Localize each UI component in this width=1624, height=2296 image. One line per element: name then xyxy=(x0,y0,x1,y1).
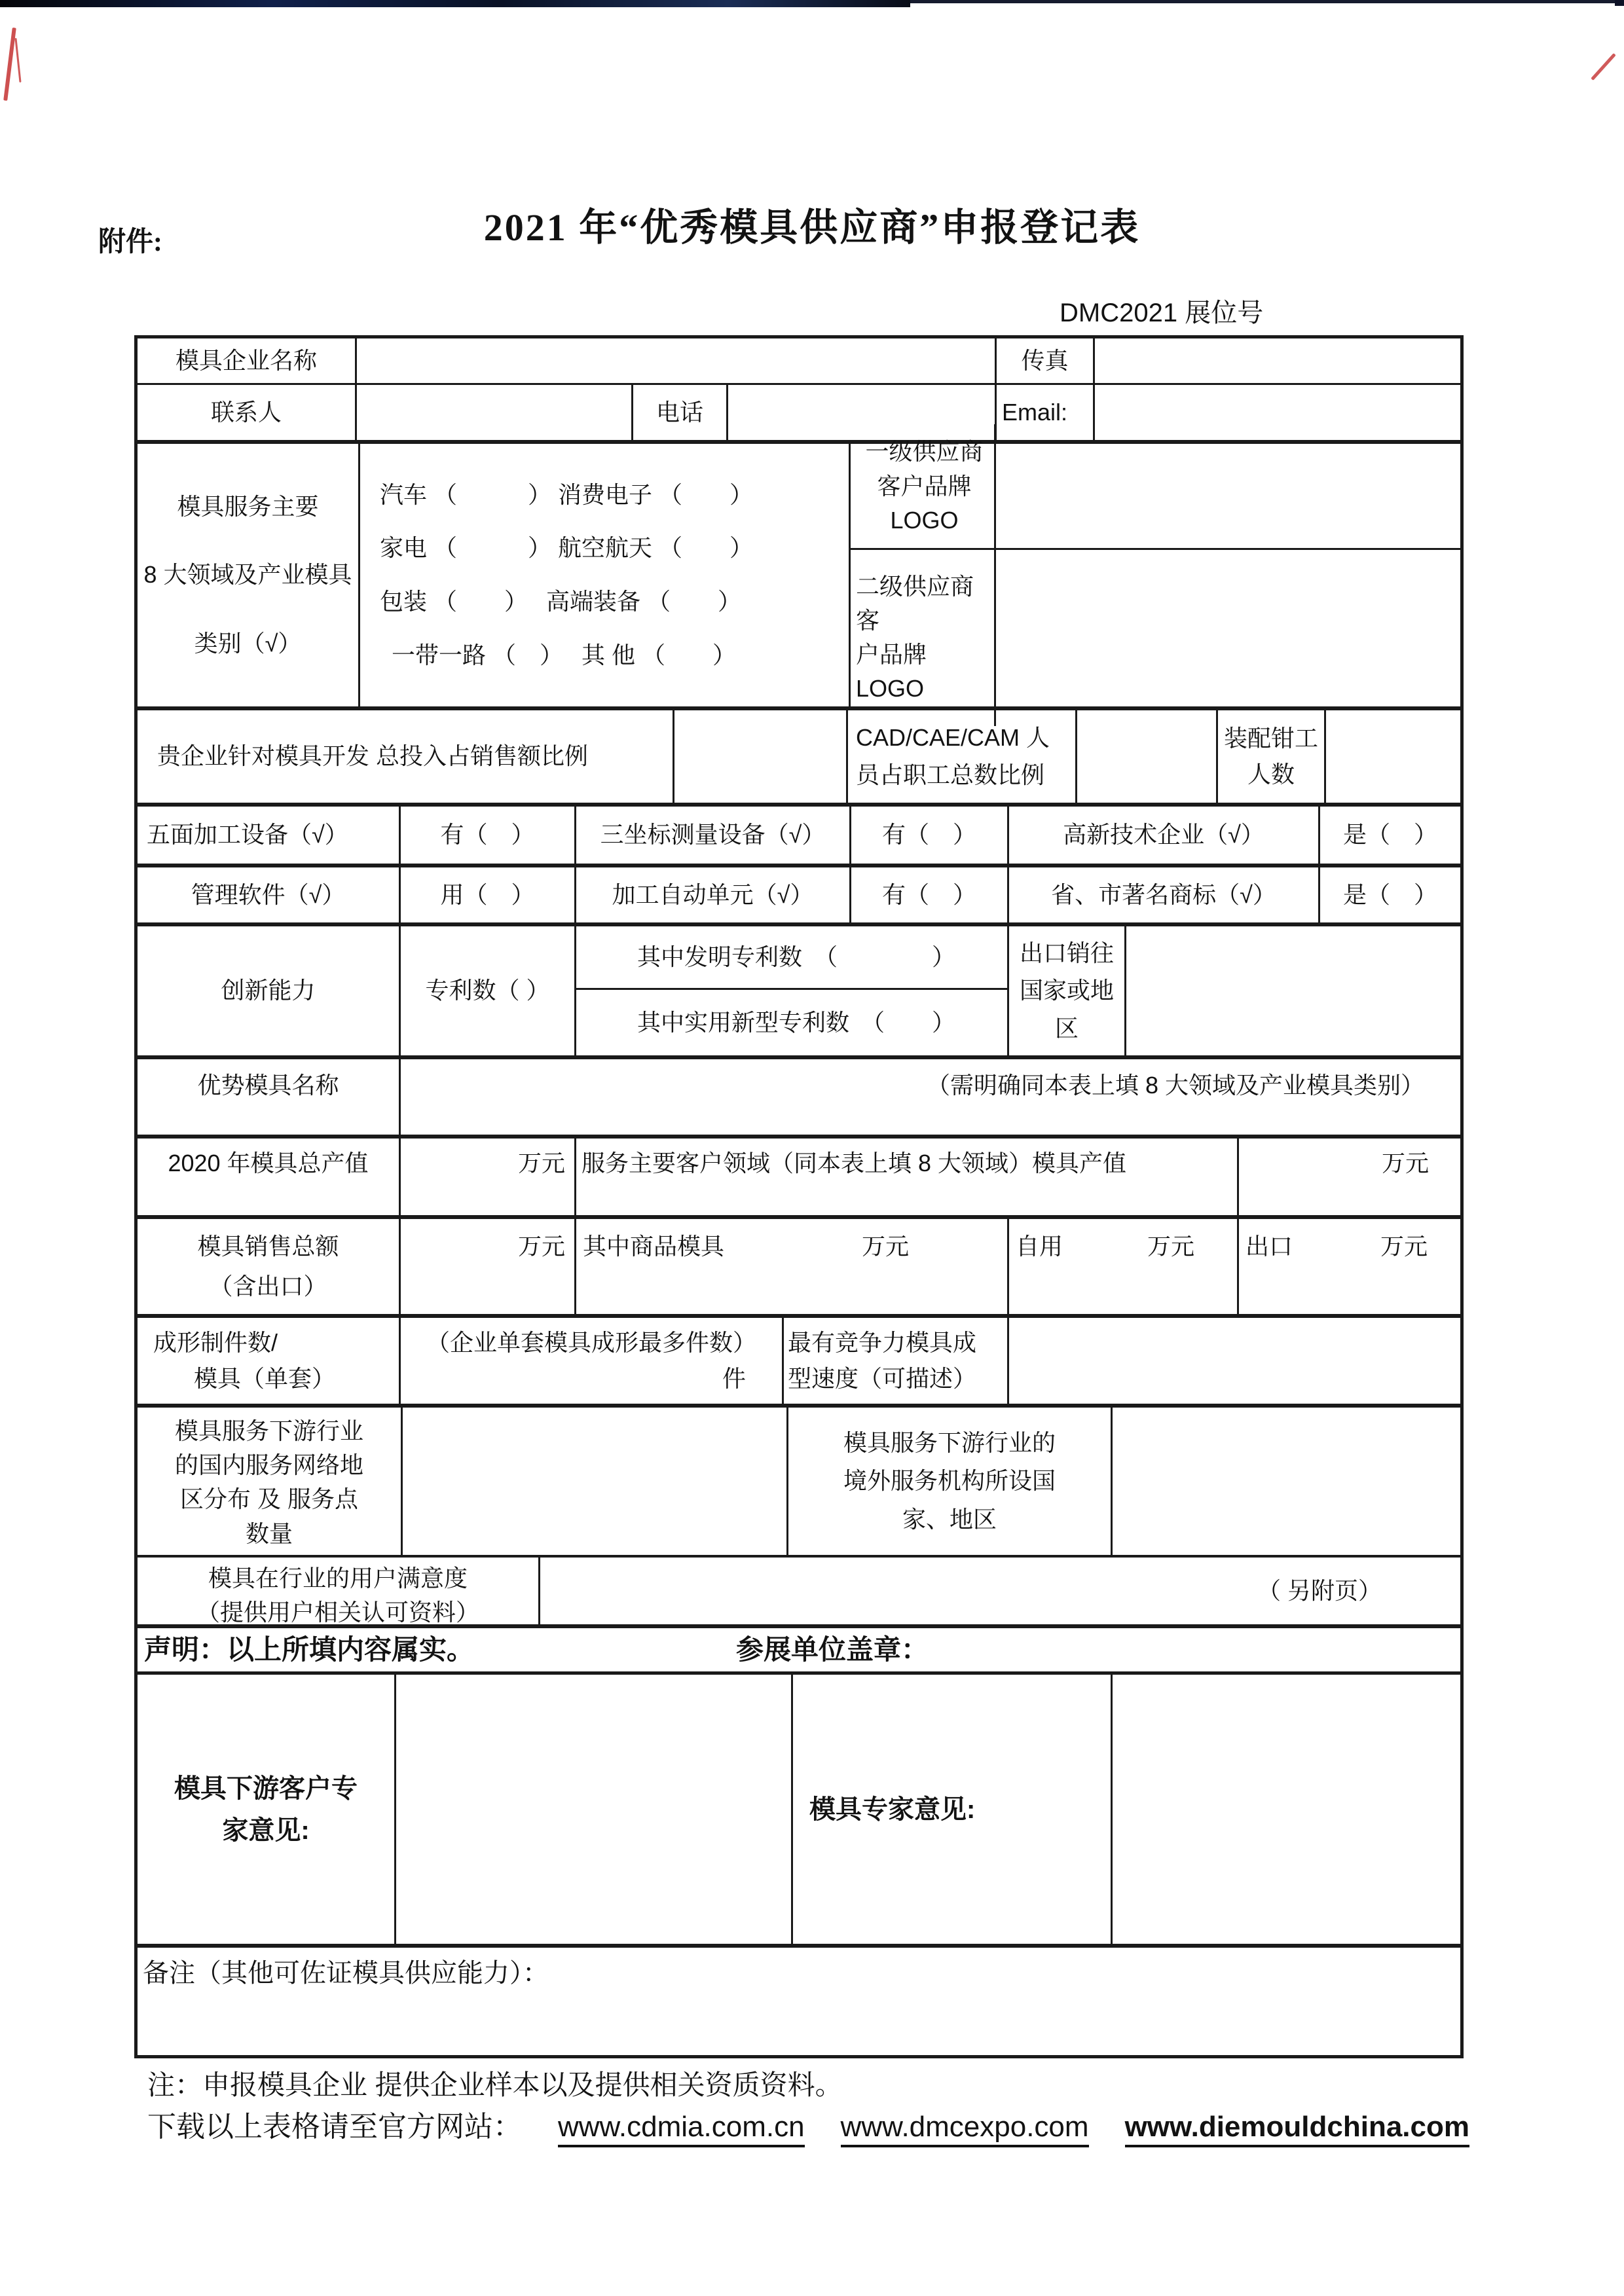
tier1-supplier-logo-label: 一级供应商 客户品牌 LOGO xyxy=(851,424,996,548)
advantage-mould-label: 优势模具名称 xyxy=(138,1059,401,1135)
advantage-mould-note: （需明确同本表上填 8 大领域及产业模具类别） xyxy=(926,1072,1424,1099)
field-mould-sales-unit[interactable]: 万元 xyxy=(401,1219,576,1314)
declaration-cell xyxy=(138,1628,1460,1671)
contact-person-label: 联系人 xyxy=(138,385,357,440)
email-label: Email: xyxy=(997,385,1095,440)
export-label: 出口 xyxy=(1246,1233,1293,1260)
field-company-name[interactable] xyxy=(357,338,997,383)
automation-unit-label: 加工自动单元（√） xyxy=(576,867,851,922)
export-unit: 万元 xyxy=(1380,1233,1428,1260)
field-competitive-speed[interactable] xyxy=(1009,1318,1460,1404)
self-use-unit: 万元 xyxy=(1147,1233,1194,1260)
row-service-fields xyxy=(138,438,1460,710)
link-cdmia[interactable]: www.cdmia.com.cn xyxy=(558,2111,805,2147)
footer-note: 注：申报模具企业 提供企业样本以及提供相关资质资料。 xyxy=(147,2069,843,2100)
management-software-label: 管理软件（√） xyxy=(138,867,401,922)
row-declaration xyxy=(138,1628,1460,1675)
field-export-destination[interactable] xyxy=(1126,926,1460,1055)
link-diemouldchina[interactable]: www.diemouldchina.com xyxy=(1125,2111,1469,2147)
row-advantage-mould xyxy=(138,1059,1460,1139)
field-export[interactable] xyxy=(1239,1219,1460,1314)
row-company-name xyxy=(138,338,1460,385)
row-innovation xyxy=(138,926,1460,1059)
red-pen-mark xyxy=(1591,53,1616,81)
fax-label: 传真 xyxy=(997,338,1095,383)
red-pen-mark xyxy=(14,38,21,82)
service-field-options xyxy=(360,444,851,706)
field-downstream-expert-opinion[interactable] xyxy=(396,1675,793,1944)
field-advantage-mould[interactable] xyxy=(401,1059,1460,1135)
field-self-use[interactable] xyxy=(1009,1219,1239,1314)
total-output-2020-label: 2020 年模具总产值 xyxy=(138,1139,401,1215)
phone-label: 电话 xyxy=(633,385,728,440)
hightech-enterprise-label: 高新技术企业（√） xyxy=(1009,807,1320,864)
field-tier1-logo[interactable] xyxy=(996,424,1460,548)
page-title: 2021 年“优秀模具供应商”申报登记表 xyxy=(483,206,1141,249)
field-max-parts-per-mould[interactable] xyxy=(401,1318,784,1404)
row-remarks xyxy=(138,1948,1460,2055)
supplier-logo-block xyxy=(851,438,1460,706)
formed-parts-label: 成形制件数/ 模具（单套） xyxy=(138,1318,401,1404)
field-total-output-unit[interactable]: 万元 xyxy=(401,1139,576,1215)
booth-number-label: DMC2021 展位号 xyxy=(1060,299,1264,327)
application-form-table xyxy=(134,335,1464,2058)
declaration-text: 声明：以上所填内容属实。 xyxy=(144,1633,475,1665)
row-2020-output xyxy=(138,1139,1460,1219)
download-prefix: 下载以上表格请至官方网站： xyxy=(147,2111,522,2143)
row-management-software xyxy=(138,867,1460,926)
five-face-equipment-answer: 有（ ） xyxy=(401,807,576,864)
field-rd-investment-ratio[interactable] xyxy=(674,710,848,803)
domestic-network-label: 模具服务下游行业 的国内服务网络地 区分布 及 服务点 数量 xyxy=(138,1408,403,1555)
row-user-satisfaction xyxy=(138,1558,1460,1628)
remarks-label: 备注（其他可佐证模具供应能力）： xyxy=(143,1959,549,1988)
famous-trademark-label: 省、市著名商标（√） xyxy=(1009,867,1320,922)
service-fields-label: 模具服务主要 8 大领域及产业模具 类别（√） xyxy=(138,444,360,706)
field-customer-output-unit[interactable]: 万元 xyxy=(1381,1150,1429,1176)
download-line xyxy=(147,2103,1469,2147)
row-five-face-equipment xyxy=(138,807,1460,867)
option-line-auto-electronics: 汽车 （ ） 消费电子 （ ） xyxy=(380,481,754,508)
rd-investment-label: 贵企业针对模具开发 总投入占销售额比例 xyxy=(138,710,674,803)
field-user-satisfaction[interactable] xyxy=(540,1558,1460,1624)
downstream-expert-opinion-label: 模具下游客户专 家意见: xyxy=(138,1675,396,1944)
commodity-mould-label: 其中商品模具 xyxy=(583,1233,725,1260)
field-commodity-mould[interactable] xyxy=(576,1219,1009,1314)
field-contact-person[interactable] xyxy=(357,385,633,440)
famous-trademark-answer: 是（ ） xyxy=(1342,881,1437,908)
competitive-speed-label: 最有竞争力模具成 型速度（可描述） xyxy=(784,1318,1009,1404)
hightech-enterprise-answer: 是（ ） xyxy=(1342,821,1437,848)
utility-patent-label: 其中实用新型专利数 （ ） xyxy=(637,1008,955,1036)
field-domestic-network[interactable] xyxy=(403,1408,788,1555)
patent-count-label: 专利数（ ） xyxy=(401,926,576,1055)
invention-patent-label: 其中发明专利数 （ ） xyxy=(576,926,1007,990)
tier2-supplier-logo-label: 二级供应商客 户品牌 LOGO xyxy=(851,550,996,726)
field-remarks[interactable] xyxy=(138,1948,1460,2055)
parts-unit: 件 xyxy=(722,1365,746,1393)
cad-cae-cam-label: CAD/CAE/CAM 人 员占职工总数比例 xyxy=(848,710,1077,803)
row-service-network xyxy=(138,1408,1460,1558)
scan-edge-artifact xyxy=(0,0,910,7)
cmm-equipment-answer: 有（ ） xyxy=(851,807,1009,864)
field-overseas-network[interactable] xyxy=(1113,1408,1460,1555)
field-cad-ratio[interactable] xyxy=(1077,710,1218,803)
tier2-logo-row xyxy=(851,550,1460,726)
innovation-label: 创新能力 xyxy=(138,926,401,1055)
option-line-beltroad-other: 一带一路 （ ） 其 他 （ ） xyxy=(392,642,737,669)
field-tier2-logo[interactable] xyxy=(996,550,1460,726)
management-software-answer: 用（ ） xyxy=(401,867,576,922)
company-name-label: 模具企业名称 xyxy=(138,338,357,383)
export-destination-label: 出口销往 国家或地 区 xyxy=(1009,926,1126,1055)
overseas-network-label: 模具服务下游行业的 境外服务机构所设国 家、地区 xyxy=(788,1408,1113,1555)
self-use-label: 自用 xyxy=(1016,1233,1063,1260)
scan-edge-artifact-right xyxy=(910,0,1624,3)
tier1-logo-row xyxy=(851,424,1460,550)
link-dmcexpo[interactable]: www.dmcexpo.com xyxy=(841,2111,1089,2147)
option-line-packaging-equipment: 包装 （ ） 高端装备 （ ） xyxy=(380,588,742,615)
row-formed-parts xyxy=(138,1318,1460,1408)
field-fax[interactable] xyxy=(1095,338,1460,383)
option-line-appliance-aerospace: 家电 （ ） 航空航天 （ ） xyxy=(380,534,754,562)
mould-expert-opinion-label: 模具专家意见: xyxy=(793,1675,1113,1944)
commodity-mould-unit: 万元 xyxy=(861,1233,909,1260)
user-satisfaction-label: 模具在行业的用户满意度 （提供用户相关认可资料） xyxy=(138,1558,540,1624)
assembly-fitter-label: 装配钳工 人数 xyxy=(1218,710,1326,803)
patent-detail-block xyxy=(576,926,1009,1055)
cmm-equipment-label: 三坐标测量设备（√） xyxy=(576,807,851,864)
automation-unit-answer: 有（ ） xyxy=(851,867,1009,922)
field-fitter-count[interactable] xyxy=(1326,710,1460,803)
mould-sales-label: 模具销售总额 （含出口） xyxy=(138,1219,401,1314)
max-parts-note: （企业单套模具成形最多件数） xyxy=(426,1328,756,1356)
row-investment-ratio xyxy=(138,710,1460,807)
field-mould-expert-opinion[interactable] xyxy=(1113,1675,1460,1944)
five-face-equipment-label: 五面加工设备（√） xyxy=(138,807,401,864)
row-mould-sales xyxy=(138,1219,1460,1318)
customer-field-output-label: 服务主要客户领域（同本表上填 8 大领域）模具产值 xyxy=(576,1139,1239,1215)
scan-corner-artifact xyxy=(1615,0,1624,6)
attached-page-note: （ 另附页） xyxy=(1257,1576,1382,1604)
row-expert-opinions xyxy=(138,1675,1460,1948)
exhibitor-stamp-label: 参展单位盖章： xyxy=(736,1633,929,1665)
attachment-label: 附件: xyxy=(98,227,162,257)
